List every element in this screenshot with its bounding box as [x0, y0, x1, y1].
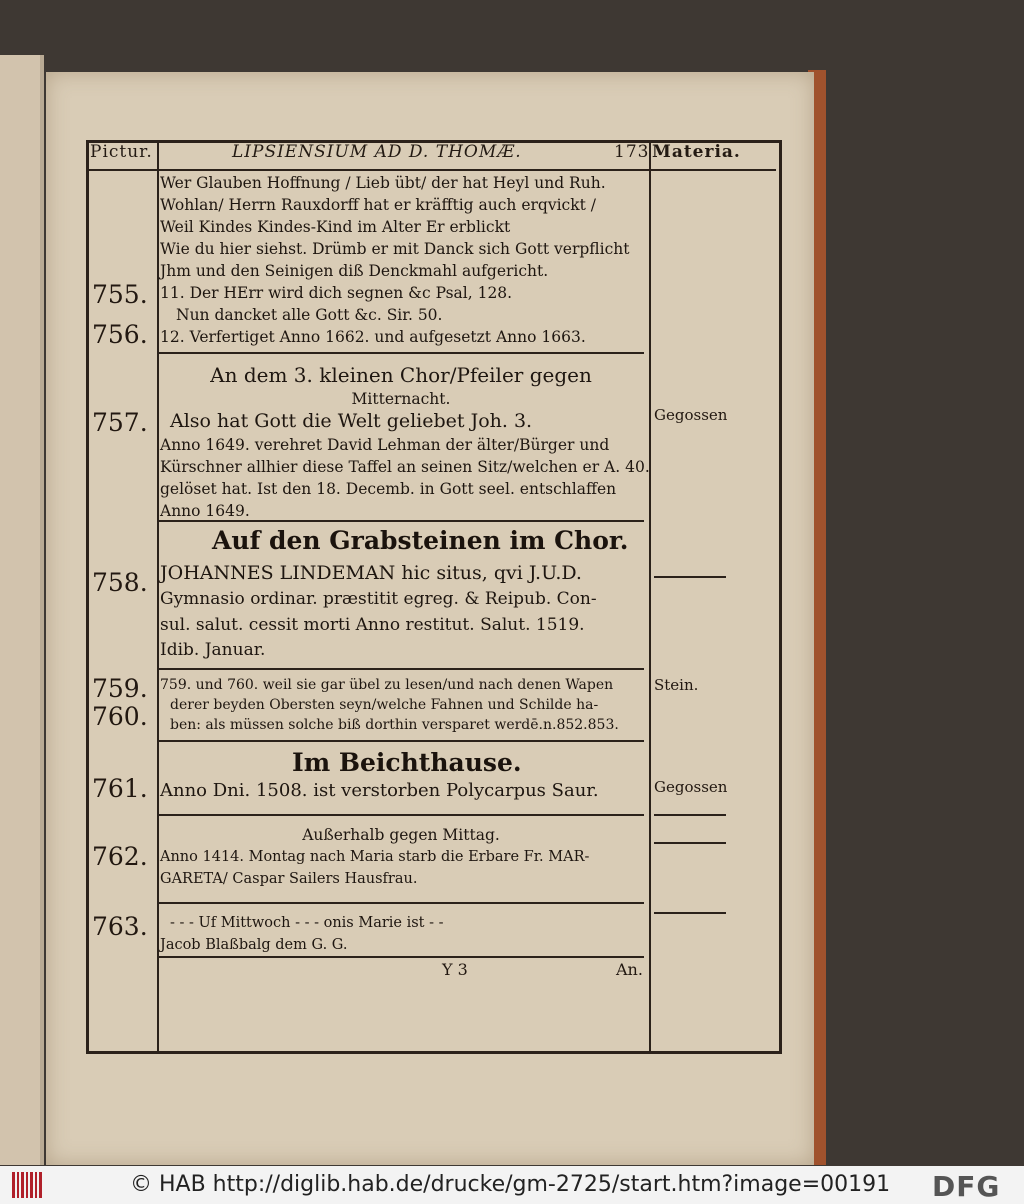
- materia-dash-758: [654, 576, 726, 578]
- col-divider-right: [649, 143, 651, 1051]
- poem-line-5: Jhm und den Seinigen diß Denckmahl aufgericht.: [160, 262, 549, 280]
- entry-758-line-3: sul. salut. cessit morti Anno restitut. Salut. 1519.: [160, 615, 585, 635]
- section-rule: [158, 814, 644, 816]
- entry-755-line-1: 11. Der HErr wird dich segnen &c Psal, 128.: [160, 284, 513, 302]
- entry-757-line-3: Kürschner allhier diese Taffel an seinen Sitz/welchen er A. 40.: [160, 458, 650, 476]
- entry-758-line-4: Idib. Januar.: [160, 640, 266, 660]
- entry-number-761: 761.: [92, 774, 148, 803]
- book-page: [46, 72, 814, 1165]
- entry-763-line-2: Jacob Blaßbalg dem G. G.: [160, 937, 348, 953]
- section-heading-grabsteine: Auf den Grabsteinen im Chor.: [212, 526, 629, 555]
- entry-759-line-3: ben: als müssen solche biß dorthin versparet werdē.n.852.853.: [170, 717, 619, 733]
- entry-762-line-2: GARETA/ Caspar Sailers Hausfrau.: [160, 871, 418, 887]
- header-title: LIPSIENSIUM AD D. THOMÆ.: [232, 142, 522, 162]
- section-rule: [158, 956, 644, 958]
- entry-number-755: 755.: [92, 280, 148, 309]
- entry-755-line-2: Nun dancket alle Gott &c. Sir. 50.: [176, 306, 443, 324]
- entry-756-line-1: 12. Verfertiget Anno 1662. und aufgesetzt Anno 1663.: [160, 328, 586, 346]
- section-rule: [158, 740, 644, 742]
- materia-761: Gegossen: [654, 778, 728, 796]
- entry-number-763: 763.: [92, 912, 148, 941]
- materia-dash: [654, 814, 726, 816]
- entry-759-line-2: derer beyden Obersten seyn/welche Fahnen und Schilde ha-: [170, 697, 599, 713]
- poem-line-2: Wohlan/ Herrn Rauxdorff hat er kräfftig auch erqvickt /: [160, 196, 596, 214]
- catchword: An.: [616, 960, 643, 979]
- entry-number-760: 760.: [92, 702, 148, 731]
- signature-mark: Y 3: [442, 960, 468, 979]
- section-heading-ausserhalb: Außerhalb gegen Mittag.: [302, 826, 500, 844]
- section-rule: [158, 902, 644, 904]
- poem-line-3: Weil Kindes Kindes-Kind im Alter Er erblickt: [160, 218, 511, 236]
- section-rule: [158, 520, 644, 522]
- poem-line-1: Wer Glauben Hoffnung / Lieb übt/ der hat Heyl und Ruh.: [160, 174, 606, 192]
- copyright-url[interactable]: © HAB http://diglib.hab.de/drucke/gm-2725/start.htm?image=00191: [130, 1172, 891, 1197]
- entry-757-line-2: Anno 1649. verehret David Lehman der älter/Bürger und: [160, 436, 610, 454]
- page-number: 173: [614, 142, 650, 162]
- entry-757-line-4: gelöset hat. Ist den 18. Decemb. in Gott seel. entschlaffen: [160, 480, 617, 498]
- entry-number-756: 756.: [92, 320, 148, 349]
- footer-bar: [0, 1166, 1024, 1204]
- entry-761-line-1: Anno Dni. 1508. ist verstorben Polycarpus Saur.: [160, 780, 599, 801]
- entry-number-757: 757.: [92, 408, 148, 437]
- section-heading-pillar-2: Mitternacht.: [351, 390, 451, 408]
- entry-758-line-1: JOHANNES LINDEMAN hic situs, qvi J.U.D.: [160, 562, 582, 584]
- section-rule: [158, 352, 644, 354]
- left-page-edge: [0, 55, 44, 1165]
- header-rule: [88, 169, 776, 171]
- header-materia: Materia.: [652, 142, 741, 162]
- entry-759-line-1: 759. und 760. weil sie gar übel zu lesen/und nach denen Wapen: [160, 677, 614, 693]
- entry-757-line-5: Anno 1649.: [160, 502, 250, 520]
- poem-line-4: Wie du hier siehst. Drümb er mit Danck sich Gott verpflicht: [160, 240, 630, 258]
- entry-762-line-1: Anno 1414. Montag nach Maria starb die Erbare Fr. MAR-: [160, 849, 590, 865]
- header-pictur: Pictur.: [90, 142, 153, 162]
- entry-number-762: 762.: [92, 842, 148, 871]
- section-rule: [158, 668, 644, 670]
- entry-number-759: 759.: [92, 674, 148, 703]
- materia-dash-763: [654, 912, 726, 914]
- materia-759: Stein.: [654, 676, 699, 694]
- section-heading-beichthause: Im Beichthause.: [292, 748, 522, 777]
- entry-757-line-1: Also hat Gott die Welt geliebet Joh. 3.: [170, 410, 533, 432]
- entry-758-line-2: Gymnasio ordinar. præstitit egreg. & Reipub. Con-: [160, 589, 597, 609]
- col-divider-left: [157, 143, 159, 1051]
- dfg-logo: DFG: [932, 1170, 1001, 1203]
- section-heading-pillar: An dem 3. kleinen Chor/Pfeiler gegen: [210, 363, 592, 387]
- entry-763-line-1: - - - Uf Mittwoch - - - onis Marie ist - -: [170, 915, 444, 931]
- entry-number-758: 758.: [92, 568, 148, 597]
- hab-logo-icon: [12, 1172, 42, 1198]
- materia-dash-762: [654, 842, 726, 844]
- materia-757: Gegossen: [654, 406, 728, 424]
